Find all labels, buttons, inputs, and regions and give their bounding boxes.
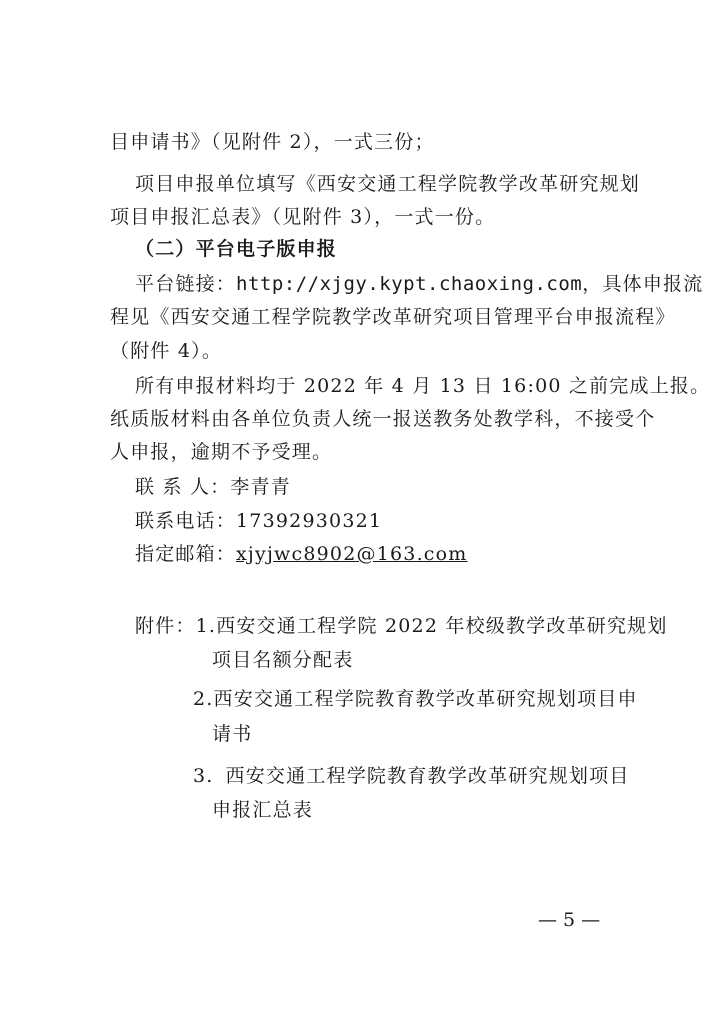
text-line-deadline: 所有申报材料均于 2022 年 4 月 13 日 16:00 之前完成上报。 bbox=[135, 375, 711, 397]
attachment-2-line1 bbox=[193, 685, 638, 713]
attachment-1-line2: 项目名额分配表 bbox=[212, 649, 354, 671]
contact-person-line bbox=[135, 473, 291, 501]
page-number: — 5 — bbox=[538, 909, 601, 931]
text-line-process: 程见《西安交通工程学院教学改革研究项目管理平台申报流程》 bbox=[110, 306, 676, 328]
attachment-2-number: 2. bbox=[193, 688, 214, 710]
text-line-attachment4: （附件 4）。 bbox=[110, 340, 223, 362]
contact-email-label: 指定邮箱： bbox=[135, 543, 237, 565]
contact-phone-number: 17392930321 bbox=[236, 510, 383, 532]
platform-link-line bbox=[135, 270, 703, 298]
contact-person-label: 联 系 人： bbox=[135, 476, 231, 498]
attachment-1-title: 西安交通工程学院 2022 年校级教学改革研究规划 bbox=[216, 615, 668, 637]
attachment-2-line2: 请书 bbox=[212, 723, 253, 745]
attachment-3-number: 3. bbox=[193, 765, 214, 787]
attachment-3-title: 西安交通工程学院教育教学改革研究规划项目 bbox=[225, 765, 630, 787]
contact-phone-line bbox=[135, 507, 382, 535]
attachments-label: 附件： bbox=[135, 615, 196, 637]
platform-link-label: 平台链接： bbox=[135, 273, 237, 295]
attachment-1-line1 bbox=[135, 612, 668, 640]
text-line-2: 项目申报单位填写《西安交通工程学院教学改革研究规划 bbox=[135, 173, 641, 195]
text-line-individual: 人申报，逾期不予受理。 bbox=[110, 441, 333, 463]
contact-email-line bbox=[135, 540, 468, 568]
attachment-3-line1 bbox=[193, 762, 630, 790]
attachment-1-number: 1. bbox=[195, 615, 217, 637]
contact-phone-label: 联系电话： bbox=[135, 510, 237, 532]
platform-link-suffix: ，具体申报流 bbox=[582, 273, 704, 295]
contact-person-name: 李青青 bbox=[230, 476, 291, 498]
attachment-2-title: 西安交通工程学院教育教学改革研究规划项目申 bbox=[213, 688, 638, 710]
attachment-3-line2: 申报汇总表 bbox=[212, 799, 314, 821]
text-line-1: 目申请书》（见附件 2），一式三份； bbox=[110, 131, 435, 153]
text-line-3: 项目申报汇总表》（见附件 3），一式一份。 bbox=[110, 206, 496, 228]
platform-link-url[interactable]: http://xjgy.kypt.chaoxing.com bbox=[236, 273, 583, 295]
contact-email-address[interactable]: xjyjwc8902@163.com bbox=[236, 543, 468, 565]
text-line-paper: 纸质版材料由各单位负责人统一报送教务处教学科，不接受个 bbox=[110, 408, 656, 430]
section-heading: （二）平台电子版申报 bbox=[135, 238, 338, 260]
